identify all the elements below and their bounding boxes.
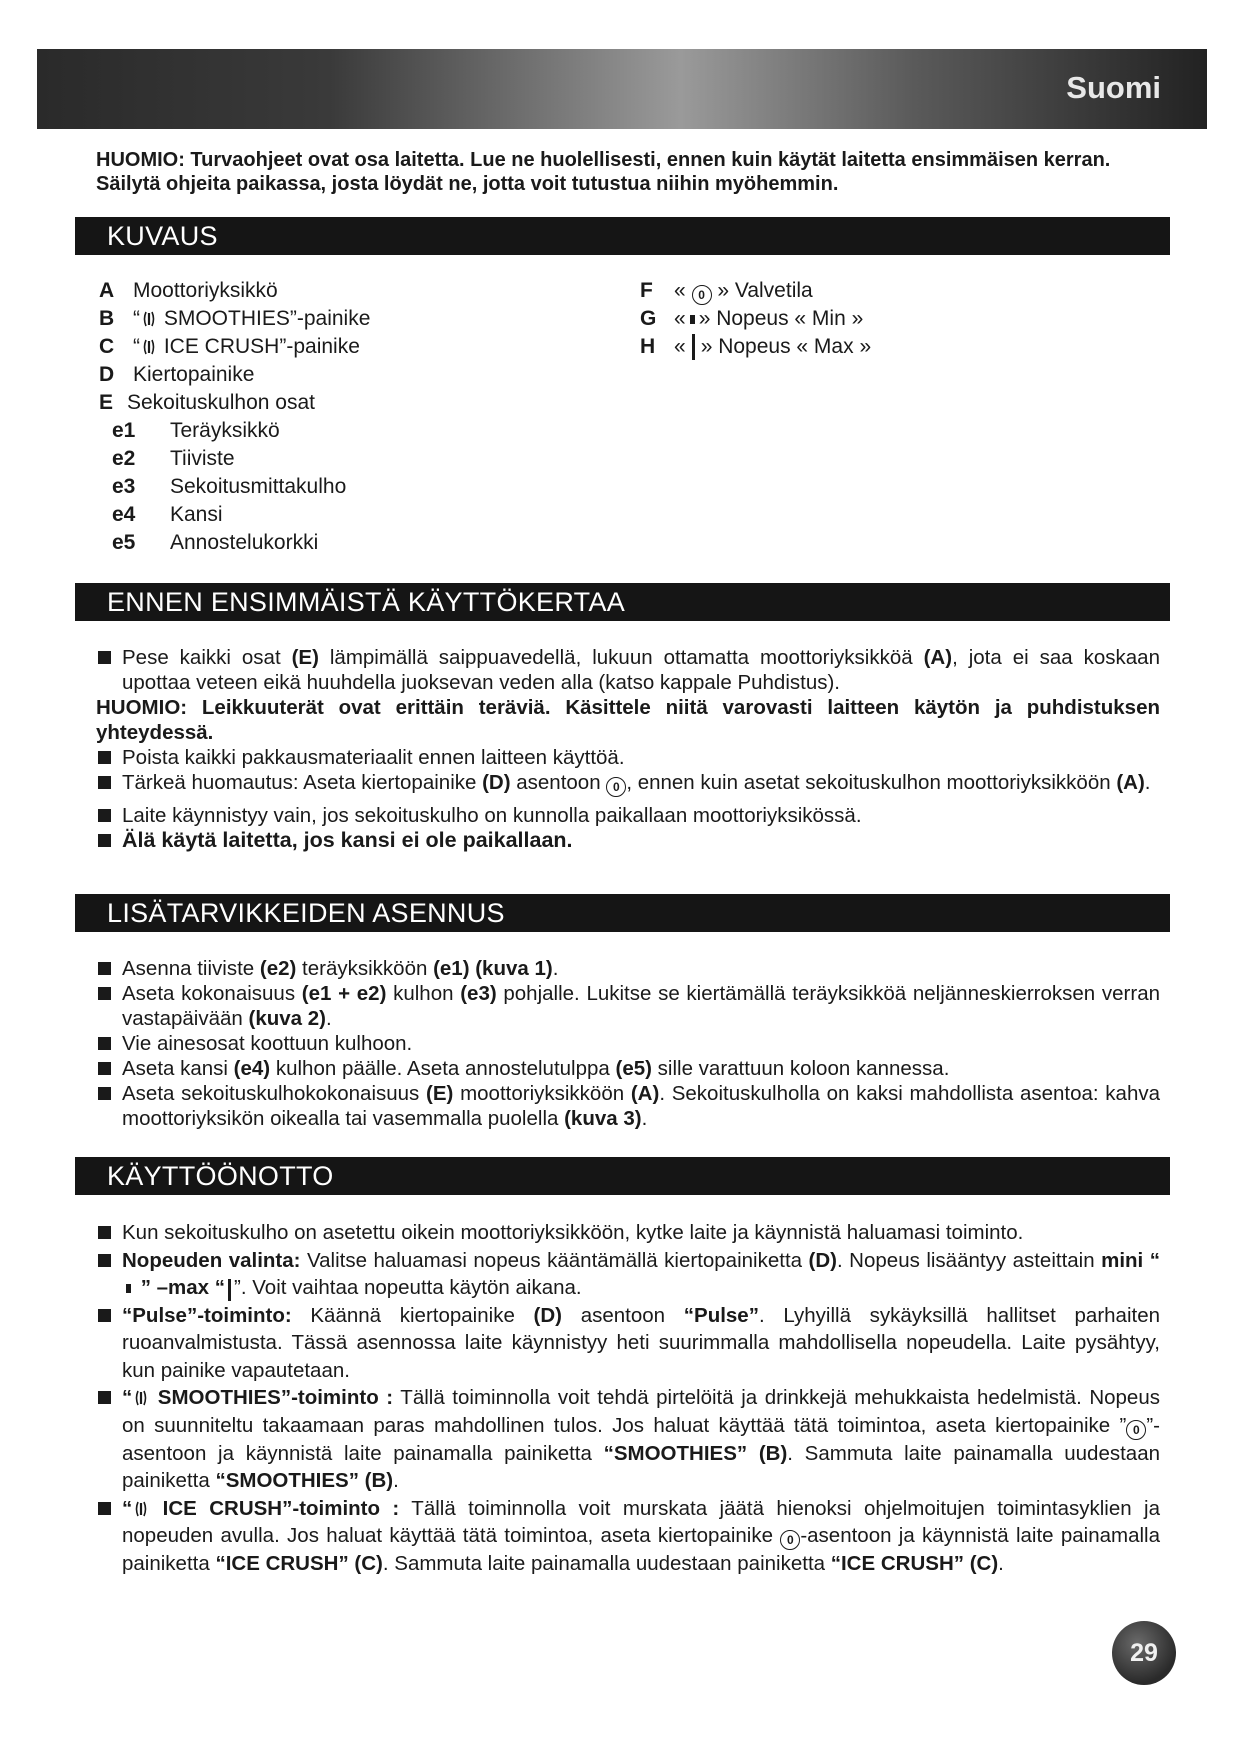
- smoothies-icon: [134, 1389, 148, 1407]
- list-item: Aseta kansi (e4) kulhon päälle. Aseta annostelutulppa (e5) sille varattuun koloon kannessa.: [96, 1056, 1160, 1081]
- list-item: Tärkeä huomautus: Aseta kiertopainike (D) asentoon 0 , ennen kuin asetat sekoituskulhon moottoriyksikköön (A).: [96, 770, 1160, 797]
- list-item: Nopeuden valinta: Valitse haluamasi nopeus kääntämällä kiertopainiketta (D). Nopeus lisääntyy asteittain mini “ ” –max “ ”. Voit vaihtaa nopeutta käytön aikana.: [96, 1247, 1160, 1302]
- description-subitem: e3 Sekoitusmittakulho: [112, 475, 347, 498]
- max-speed-icon: [228, 1279, 231, 1301]
- page-number: 29: [1112, 1621, 1176, 1685]
- list-item: Aseta sekoituskulhokokonaisuus (E) moottoriyksikköön (A). Sekoituskulholla on kaksi mahdollista asentoa: kahva moottoriyksikön oikealla tai vasemmalla puolella (kuva 3).: [96, 1081, 1160, 1131]
- section-title: KUVAUS: [107, 221, 218, 251]
- language-label: Suomi: [1066, 70, 1161, 105]
- section-title: ENNEN ENSIMMÄISTÄ KÄYTTÖKERTAA: [107, 587, 626, 617]
- section-title: KÄYTTÖÖNOTTO: [107, 1161, 334, 1191]
- ice-crush-icon: [142, 338, 156, 356]
- section-header-kayttoonotto: [75, 1157, 1170, 1195]
- section-header-kuvaus: [75, 217, 1170, 255]
- description-item: D Kiertopainike: [99, 363, 255, 386]
- section-title: LISÄTARVIKKEIDEN ASENNUS: [107, 898, 505, 928]
- ice-crush-icon: [134, 1500, 148, 1518]
- smoothies-icon: [142, 310, 156, 328]
- min-speed-icon: [690, 315, 695, 324]
- blade-warning: HUOMIO: Leikkuuterät ovat erittäin teräviä. Käsittele niitä varovasti laitteen käytön ja puhdistuksen yhteydessä.: [96, 696, 1160, 744]
- description-item: H « » Nopeus « Max »: [640, 335, 872, 358]
- description-list-right: [640, 277, 871, 361]
- list-item: Älä käytä laitetta, jos kansi ei ole paikallaan.: [96, 828, 1160, 853]
- list-item: Pese kaikki osat (E) lämpimällä saippuavedellä, lukuun ottamatta moottoriyksikköä (A), jota ei saa koskaan upottaa veteen eikä huuhdella juoksevan veden alla (katso kappale Puhdistus).: [96, 645, 1160, 695]
- description-list-left: [99, 277, 370, 557]
- safety-note: HUOMIO: Turvaohjeet ovat osa laitetta. Lue ne huolellisesti, ennen kuin käytät laitetta ensimmäisen kerran. Säilytä ohjeita paikassa, josta löydät ne, jotta voit tutustua niihin myöhemmin.: [96, 149, 1111, 195]
- description-subitem: e4 Kansi: [112, 503, 223, 526]
- lisa-list: [96, 956, 1160, 1131]
- list-item: Poista kaikki pakkausmateriaalit ennen laitteen käyttöä.: [96, 745, 1160, 770]
- description-subitem: e5 Annostelukorkki: [112, 531, 319, 554]
- description-item: F « 0 » Valvetila: [640, 277, 871, 305]
- zero-position-icon: 0: [606, 777, 626, 797]
- list-item: Aseta kokonaisuus (e1 + e2) kulhon (e3) pohjalle. Lukitse se kiertämällä teräyksikköä neljänneskierroksen verran vastapäivään (kuva 2).: [96, 981, 1160, 1031]
- min-speed-icon: [126, 1284, 131, 1293]
- description-item: E Sekoituskulhon osat: [99, 391, 315, 414]
- section-header-lisatarvikkeet: [75, 894, 1170, 932]
- kaytto-list: [96, 1219, 1160, 1578]
- section-header-ennen: [75, 583, 1170, 621]
- list-item: “ SMOOTHIES”-toiminto : Tällä toiminnolla voit tehdä pirtelöitä ja drinkkejä mehukkaista hedelmistä. Nopeus on suunniteltu takaamaan paras mahdollinen tulos. Jos haluat käyttää tätä toimintoa, aseta kiertopainike ” 0 ”-asentoon ja käynnistä laite painamalla painiketta “SMOOTHIES” (B). Sammuta laite painamalla uudestaan painiketta “SMOOTHIES” (B).: [96, 1384, 1160, 1495]
- language-header-bar: [37, 49, 1207, 129]
- zero-position-icon: 0: [780, 1530, 800, 1550]
- zero-position-icon: 0: [1126, 1420, 1146, 1440]
- list-item: Kun sekoituskulho on asetettu oikein moottoriyksikköön, kytke laite ja käynnistä haluamasi toiminto.: [96, 1219, 1160, 1247]
- description-item: A Moottoriyksikkö: [99, 279, 278, 302]
- description-item: C “ ICE CRUSH”-painike: [99, 335, 360, 358]
- max-speed-icon: [692, 334, 695, 360]
- description-item: G « » Nopeus « Min »: [640, 307, 864, 330]
- list-item: Laite käynnistyy vain, jos sekoituskulho on kunnolla paikallaan moottoriyksikössä.: [96, 803, 1160, 828]
- ennen-list: [96, 645, 1160, 853]
- list-item: “ ICE CRUSH”-toiminto : Tällä toiminnolla voit murskata jäätä hienoksi ohjelmoitujen toimintasyklien ja nopeuden avulla. Jos haluat käyttää tätä toimintoa, aseta kiertopainike 0 -asentoon ja käynnistä laite painamalla painiketta “ICE CRUSH” (C). Sammuta laite painamalla uudestaan painiketta “ICE CRUSH” (C).: [96, 1495, 1160, 1578]
- description-item: B “ SMOOTHIES”-painike: [99, 307, 371, 330]
- list-item: Vie ainesosat koottuun kulhoon.: [96, 1031, 1160, 1056]
- zero-position-icon: 0: [692, 285, 712, 305]
- list-item: Asenna tiiviste (e2) teräyksikköön (e1) (kuva 1).: [96, 956, 1160, 981]
- description-subitem: e2 Tiiviste: [112, 447, 235, 470]
- description-subitem: e1 Teräyksikkö: [112, 419, 280, 442]
- list-item: “Pulse”-toiminto: Käännä kiertopainike (D) asentoon “Pulse”. Lyhyillä sykäyksillä hallitset parhaiten ruoanvalmistusta. Tässä asennossa laite käynnistyy heti suurimmalla mahdollisella nopeudella. Laite pysähtyy, kun painike vapautetaan.: [96, 1302, 1160, 1385]
